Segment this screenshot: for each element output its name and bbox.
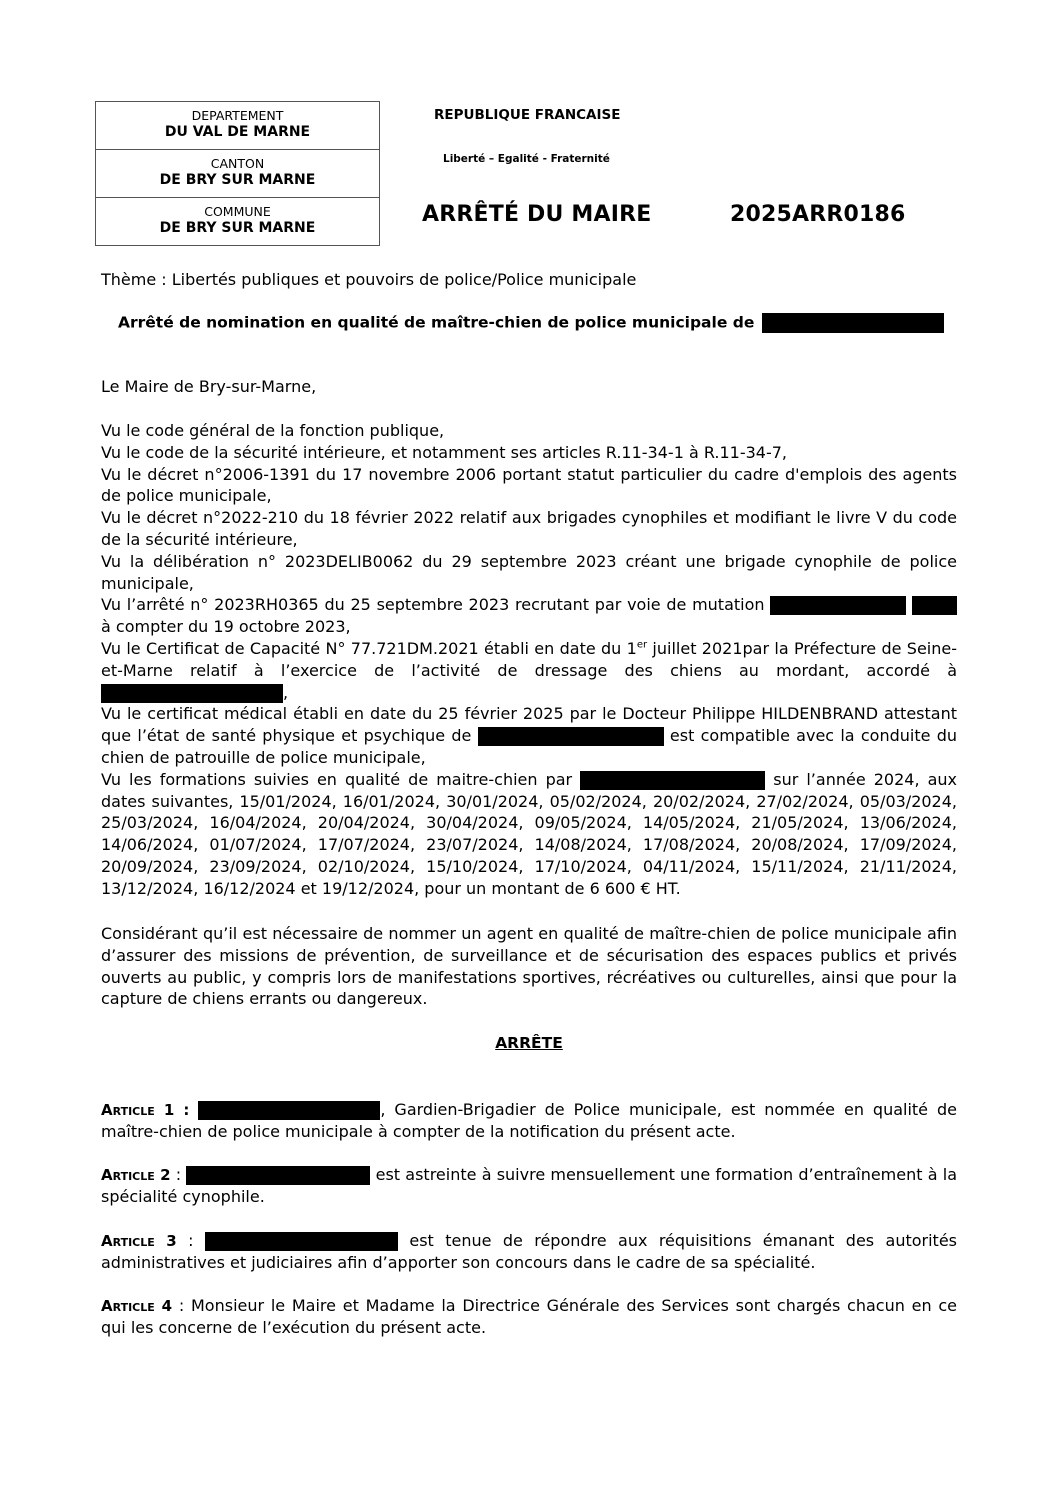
administrative-header-box: [95, 101, 380, 246]
article-3-sep: :: [176, 1231, 194, 1250]
visa-9-text-b: sur l’année 2024, aux dates suivantes, 15/01/2024, 16/01/2024, 30/01/2024, 05/02/2024, 20/02/2024, 27/02/2024, 05/03/2024, 25/03/2024, 16/04/2024, 20/04/2024, 30/04/2024, 09/05/2024, 14/05/2024, 21/05/2024, 13/06/2024, 14/06/2024, 01/07/2024, 17/07/2024, 23/07/2024, 14/08/2024, 17/08/2024, 20/08/2024, 17/09/2024, 20/09/2024, 23/09/2024, 02/10/2024, 15/10/2024, 17/10/2024, 04/11/2024, 15/11/2024, 21/11/2024, 13/12/2024, 16/12/2024 et 19/12/2024, pour un montant de 6 600 € HT.: [101, 769, 957, 898]
visa-8-text-a: Vu le certificat médical établi en date du 25 février 2025 par le Docteur Philippe HILDENBRAND attestant que l’état de santé physique et psychique de: [101, 704, 957, 746]
objet-line: [118, 313, 944, 333]
article-1-text: , Gardien-Brigadier de Police municipale, est nommée en qualité de maître-chien de police municipale à compter de la notification du présent acte.: [101, 1100, 957, 1141]
devise: Liberté – Egalité - Fraternité: [443, 153, 610, 165]
article-3: [101, 1230, 957, 1274]
redaction-bar: [478, 727, 664, 746]
visa-8: [101, 703, 957, 768]
objet-text: Arrêté de nomination en qualité de maître-chien de police municipale de: [118, 313, 755, 332]
redaction-bar: [198, 1101, 380, 1120]
article-4: [101, 1295, 957, 1339]
redaction-bar: [101, 684, 283, 703]
republique-heading: REPUBLIQUE FRANCAISE: [434, 107, 621, 123]
visa-5: Vu la délibération n° 2023DELIB0062 du 29 septembre 2023 créant une brigade cynophile de police municipale,: [101, 551, 957, 593]
visa-9-text-a: Vu les formations suivies en qualité de maitre-chien par: [101, 769, 573, 789]
visa-2: Vu le code de la sécurité intérieure, et notamment ses articles R.11-34-1 à R.11-34-7,: [101, 442, 788, 462]
arrete-heading: ARRÊTE: [495, 1034, 563, 1052]
article-2-text: est astreinte à suivre mensuellement une formation d’entraînement à la spécialité cynophile.: [101, 1165, 958, 1206]
departement-value: DU VAL DE MARNE: [164, 124, 311, 140]
document-title: ARRÊTÉ DU MAIRE: [422, 202, 652, 227]
visa-6-text-b: à compter du 19 octobre 2023,: [101, 617, 351, 637]
visa-7: [101, 638, 957, 703]
redaction-bar: [205, 1232, 398, 1251]
article-2: [101, 1164, 957, 1208]
redaction-bar: [762, 313, 944, 333]
salutation: Le Maire de Bry-sur-Marne,: [101, 377, 317, 396]
redaction-bar: [912, 596, 957, 615]
document-number: 2025ARR0186: [730, 202, 906, 227]
article-2-sep: :: [170, 1165, 182, 1184]
visa-6: [101, 594, 957, 638]
article-4-label: Article 4: [101, 1297, 173, 1315]
visa-7-text-a: Vu le Certificat de Capacité N° 77.721DM.2021 établi en date du 1: [101, 638, 637, 658]
article-4-text: : Monsieur le Maire et Madame la Directrice Générale des Services sont chargés chacun en ce qui les concerne de l’exécution du présent acte.: [101, 1296, 957, 1337]
redaction-bar: [186, 1166, 370, 1185]
article-3-text: est tenue de répondre aux réquisitions émanant des autorités administratives et judiciaires afin d’apporter son concours dans le cadre de sa spécialité.: [101, 1231, 958, 1272]
commune-label: COMMUNE: [204, 204, 271, 219]
visa-3: Vu le décret n°2006-1391 du 17 novembre 2006 portant statut particulier du cadre d'emplois des agents de police municipale,: [101, 464, 957, 506]
commune-cell: [96, 198, 379, 245]
visa-9: [101, 769, 957, 900]
article-1-label: Article 1 :: [101, 1101, 190, 1119]
article-2-label: Article 2: [101, 1166, 171, 1184]
article-3-label: Article 3: [101, 1232, 177, 1250]
considerant-paragraph: Considérant qu’il est nécessaire de nommer un agent en qualité de maître-chien de police municipale afin d’assurer des missions de prévention, de surveillance et de sécurisation des espaces publics et privés ouverts au public, y compris lors de manifestations sportives, récréatives ou culturelles, ainsi que pour la capture de chiens errants ou dangereux.: [101, 924, 957, 1009]
canton-value: DE BRY SUR MARNE: [159, 172, 316, 188]
departement-label: DEPARTEMENT: [191, 108, 284, 123]
redaction-bar: [580, 771, 765, 790]
visas-block: [101, 420, 957, 900]
redaction-bar: [770, 596, 906, 615]
visa-4: Vu le décret n°2022-210 du 18 février 2022 relatif aux brigades cynophiles et modifiant le livre V du code de la sécurité intérieure,: [101, 508, 957, 549]
commune-value: DE BRY SUR MARNE: [159, 220, 316, 236]
visa-1: Vu le code général de la fonction publique,: [101, 421, 445, 440]
departement-cell: [96, 102, 379, 150]
canton-cell: [96, 150, 379, 198]
theme-line: Thème : Libertés publiques et pouvoirs de police/Police municipale: [101, 270, 637, 289]
visa-6-text-a: Vu l’arrêté n° 2023RH0365 du 25 septembre 2023 recrutant par voie de mutation: [101, 595, 765, 615]
visa-8-text-b: est compatible avec la conduite du chien de patrouille de police municipale,: [101, 726, 957, 767]
canton-label: CANTON: [210, 156, 265, 171]
visa-7-text-c: ,: [283, 682, 289, 702]
article-1: [101, 1099, 957, 1143]
visa-7-text-b: juillet 2021par la Préfecture de Seine-et-Marne relatif à l’exercice de l’activité de dressage des chiens au mordant, accordé à: [101, 638, 957, 680]
visa-7-sup: er: [636, 639, 648, 651]
